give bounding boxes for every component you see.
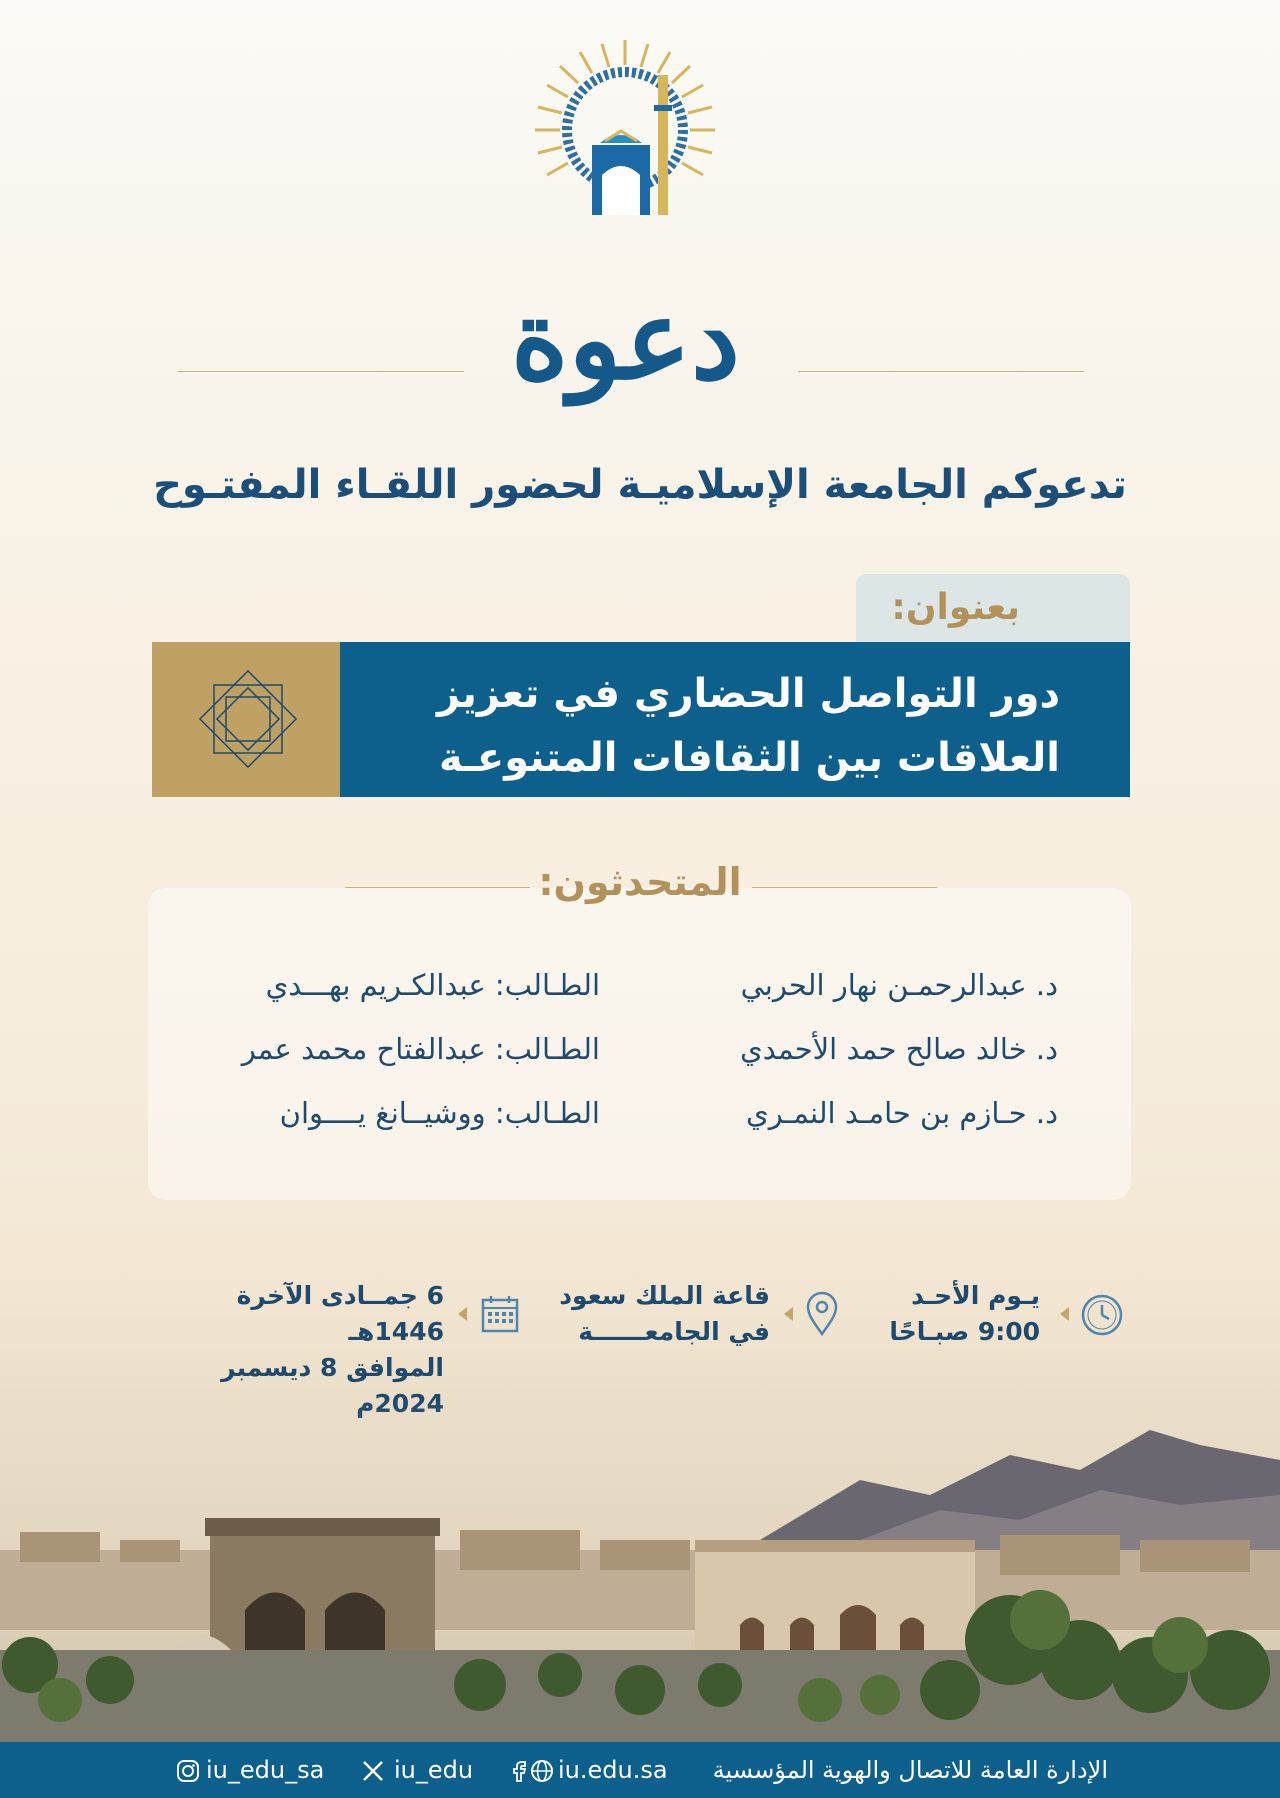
date-arrow-icon xyxy=(458,1307,467,1321)
title-banner xyxy=(340,642,1130,797)
footer-bar xyxy=(0,1742,1280,1798)
location-pin-icon xyxy=(802,1290,842,1338)
instagram-icon[interactable] xyxy=(176,1759,200,1783)
speakers-heading: المتحدثون: xyxy=(538,860,742,904)
title-line-1: دور التواصل الحضاري في تعزيز xyxy=(436,671,1060,717)
title-label-tab xyxy=(856,574,1130,642)
calendar-icon xyxy=(480,1294,520,1334)
ornament-box xyxy=(152,642,340,797)
x-icon[interactable] xyxy=(362,1760,384,1782)
event-place xyxy=(540,1278,770,1350)
divider-right xyxy=(798,371,1084,372)
calligraphy-heading: دعوة xyxy=(510,275,740,404)
star-ornament-icon xyxy=(152,642,340,797)
university-logo xyxy=(530,35,720,225)
event-campus: في الجامعــــــة xyxy=(578,1317,770,1346)
footer-website[interactable]: iu.edu.sa xyxy=(558,1756,668,1784)
campus-skyline-image xyxy=(0,1400,1280,1742)
speaker-doctor-3: د. حـازم بن حامـد النمـري xyxy=(746,1096,1058,1130)
speaker-student-2: الطـالب: عبدالفتاح محمد عمر xyxy=(241,1032,600,1066)
event-gregorian-date: الموافق 8 ديسمبر xyxy=(221,1353,444,1382)
speaker-student-1: الطـالب: عبدالكـريم بهـــدي xyxy=(265,968,600,1002)
speaker-doctor-2: د. خالد صالح حمد الأحمدي xyxy=(740,1032,1058,1066)
footer-instagram[interactable]: iu_edu_sa xyxy=(206,1756,325,1784)
logo-text xyxy=(0,0,1,1)
footer-x-handle[interactable]: iu_edu xyxy=(394,1756,474,1784)
event-time xyxy=(840,1278,1040,1350)
title-label: بعنوان: xyxy=(891,587,1020,628)
speaker-student-3: الطـالب: ووشيــانغ يــــوان xyxy=(279,1096,600,1130)
title-line-2: العلاقات بين الثقافات المتنوعـة xyxy=(438,735,1060,781)
divider-left xyxy=(178,371,464,372)
facebook-icon[interactable] xyxy=(510,1760,530,1782)
clock-icon xyxy=(1080,1293,1124,1337)
event-hijri-date: 6 جمــادى الآخرة 1446هـ xyxy=(236,1281,444,1346)
place-arrow-icon xyxy=(784,1307,793,1321)
globe-icon[interactable] xyxy=(530,1759,554,1783)
invitation-text: تدعوكم الجامعة الإسلاميـة لحضور اللقـاء المفتـوح xyxy=(153,462,1127,508)
footer-department: الإدارة العامة للاتصال والهوية المؤسسية xyxy=(712,1756,1108,1784)
event-hour: 9:00 صبـاحًا xyxy=(889,1317,1040,1346)
speaker-doctor-1: د. عبدالرحمـن نهار الحربي xyxy=(740,968,1058,1002)
event-hall: قاعة الملك سعود xyxy=(559,1281,770,1310)
time-arrow-icon xyxy=(1060,1307,1069,1321)
event-day: يـوم الأحـد xyxy=(911,1281,1040,1310)
